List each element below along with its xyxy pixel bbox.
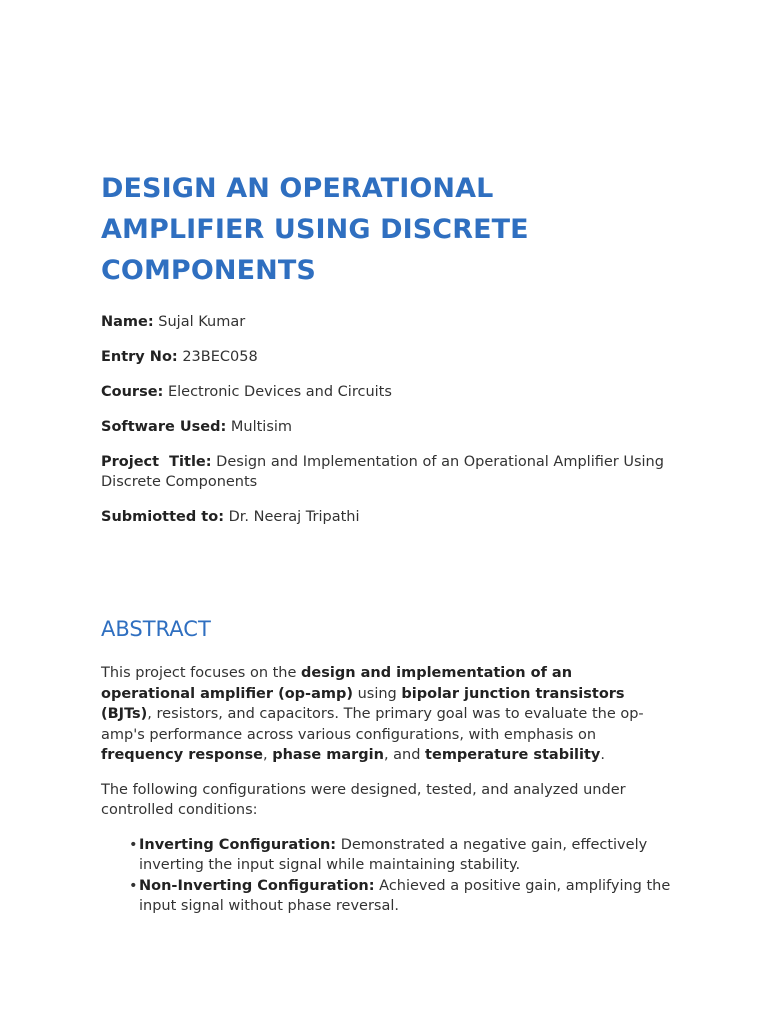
submitted-value: Dr. Neeraj Tripathi — [228, 509, 360, 525]
abstract-section — [101, 615, 671, 917]
abstract-p1-text-5: , and — [383, 747, 426, 763]
title-line-1: DESIGN AN OPERATIONAL — [101, 173, 494, 204]
abstract-heading: ABSTRACT — [101, 617, 211, 641]
abstract-p1-text-6: . — [600, 747, 605, 763]
abstract-paragraph-1 — [101, 663, 671, 766]
software-value: Multisim — [230, 419, 293, 435]
entry-label: Entry No: — [101, 349, 178, 365]
configuration-list — [101, 835, 671, 917]
project-details — [101, 312, 671, 527]
bullet-marker: • — [129, 877, 138, 894]
abstract-p1-bold-4: phase margin — [272, 747, 384, 763]
name-value: Sujal Kumar — [158, 314, 246, 330]
project-title-row — [101, 452, 671, 492]
bullet-label: Non-Inverting Configuration: — [139, 877, 375, 894]
abstract-p1-bold-5: temperature stability — [425, 747, 601, 763]
submitted-label: Submiotted to: — [101, 509, 225, 525]
bullet-text: Demonstrated a negative gain, effectively inverting the input signal while maintaining stability. — [139, 836, 648, 873]
abstract-p1-text-4: , — [263, 747, 273, 763]
bullet-marker: • — [129, 836, 138, 853]
name-row — [101, 312, 671, 332]
course-label: Course: — [101, 384, 164, 400]
entry-row — [101, 347, 671, 367]
project-title-value: Design and Implementation of an Operational Amplifier Using Discrete Components — [101, 454, 664, 490]
abstract-p1-bold-1: design and implementation of an operational amplifier (op-amp) — [101, 665, 573, 702]
abstract-p1-text-2: using — [352, 685, 402, 702]
software-label: Software Used: — [101, 419, 227, 435]
course-value: Electronic Devices and Circuits — [167, 384, 392, 400]
project-title-label: Project Title: — [101, 454, 212, 470]
abstract-p1-bold-3: frequency response — [101, 747, 263, 763]
entry-value: 23BEC058 — [182, 349, 258, 365]
bullet-text: Achieved a positive gain, amplifying the input signal without phase reversal. — [139, 877, 671, 914]
course-row — [101, 382, 671, 402]
bullet-label: Inverting Configuration: — [139, 836, 337, 853]
software-row — [101, 417, 671, 437]
cover-section — [101, 168, 671, 542]
list-item — [129, 835, 671, 876]
title-line-3: COMPONENTS — [101, 255, 316, 286]
list-item — [129, 876, 671, 917]
title-line-2: AMPLIFIER USING DISCRETE — [101, 214, 529, 245]
name-label: Name: — [101, 314, 154, 330]
abstract-p1-text-3: , resistors, and capacitors. The primary goal was to evaluate the op-amp's performance across various configurations, with emphasis on — [101, 706, 644, 743]
submitted-row — [101, 507, 671, 527]
document-title — [101, 168, 671, 291]
abstract-p1-text-1: This project focuses on the — [101, 665, 302, 681]
abstract-paragraph-2: The following configurations were designed, tested, and analyzed under controlled conditions: — [101, 781, 626, 818]
abstract-p1-bold-2: bipolar junction transistors (BJTs) — [101, 685, 625, 722]
